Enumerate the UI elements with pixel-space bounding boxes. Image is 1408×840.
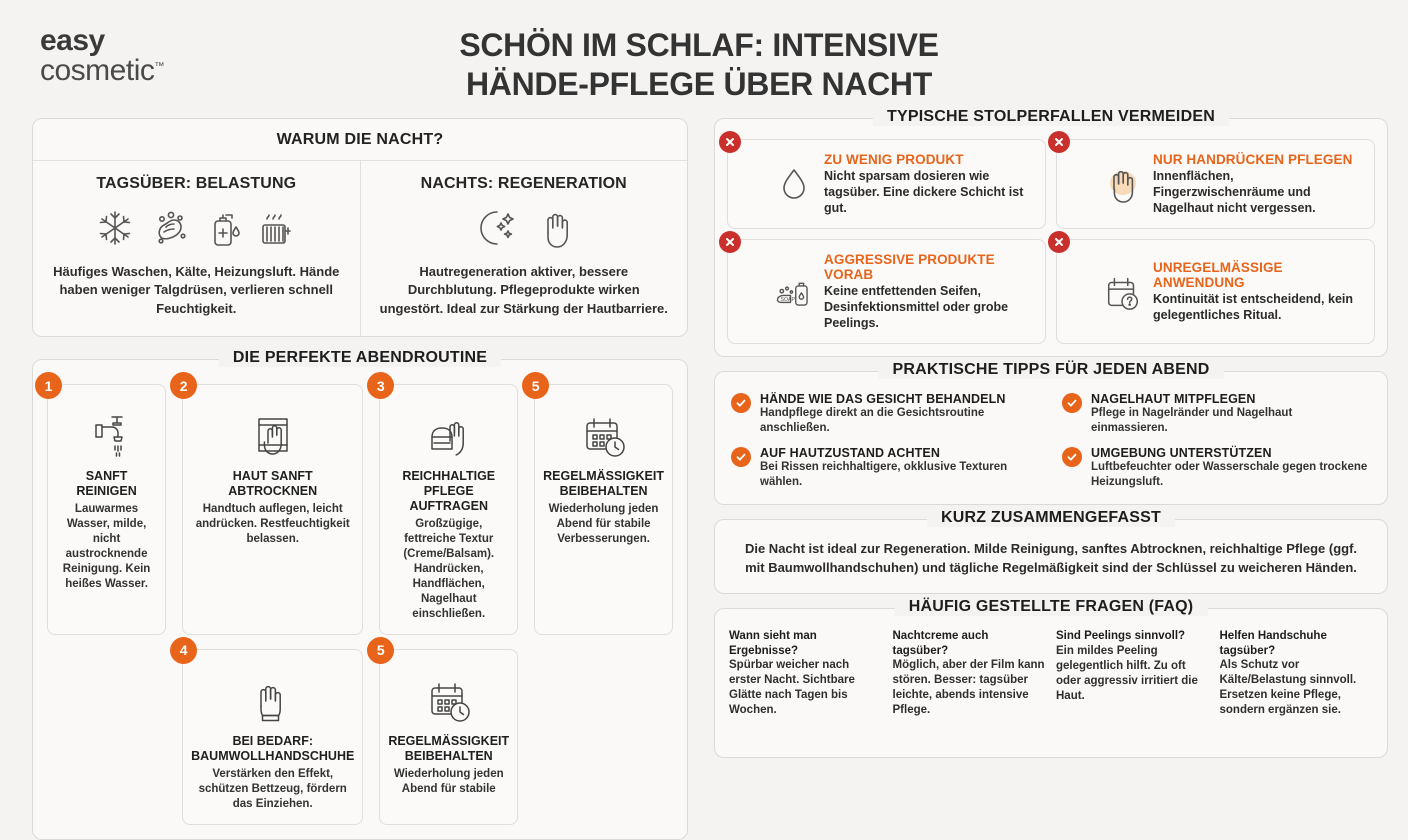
hand-icon — [537, 204, 577, 252]
cream-jar-hand-icon — [388, 407, 509, 463]
tip-body: Luftbefeuchter oder Wasserschale gegen trockene Heizungsluft. — [1091, 460, 1368, 488]
brand-logo-line2 — [40, 56, 164, 86]
panel-routine-title: DIE PERFEKTE ABENDROUTINE — [219, 349, 501, 367]
step-text: Verstärken den Effekt, schützen Bettzeug, fördern das Einziehen. — [198, 767, 347, 810]
panel-why-night — [32, 118, 688, 337]
tip-title: NAGELHAUT MITPFLEGEN — [1091, 392, 1256, 406]
pitfalls-grid — [727, 139, 1375, 344]
panel-pitfalls — [714, 108, 1388, 357]
routine-steps-grid — [44, 377, 673, 824]
step-number-badge: 1 — [35, 372, 62, 399]
pitfall-title: UNREGELMÄSSIGE ANWENDUNG — [1153, 260, 1283, 290]
soap-bottle-icon — [774, 269, 814, 315]
hand-back-icon — [1103, 161, 1143, 207]
pitfall-item-3[interactable] — [727, 239, 1046, 344]
radiator-icon — [255, 205, 299, 251]
routine-step-2[interactable] — [179, 377, 363, 635]
faq-question: Nachtcreme auch tagsüber? — [892, 630, 989, 657]
faq-item-3[interactable] — [1056, 629, 1210, 718]
handwash-icon — [149, 206, 195, 250]
close-icon — [1048, 131, 1070, 153]
step-number-badge: 5 — [367, 637, 394, 664]
close-icon — [1048, 231, 1070, 253]
summary-text: Die Nacht ist ideal zur Regeneration. Milde Reinigung, sanftes Abtrocknen, reichhaltige Pflege (ggf. mit Baumwollhandschuhen) und tägliche Regelmäßigkeit sind der Schlüssel zu weicheren Händen. — [744, 540, 1358, 575]
faq-item-4[interactable] — [1220, 629, 1374, 718]
pitfall-title: NUR HANDRÜCKEN PFLEGEN — [1153, 152, 1353, 167]
pitfall-item-4[interactable] — [1056, 239, 1375, 344]
pitfall-body: Innenflächen, Fingerzwischenräume und Nagelhaut nicht vergessen. — [1153, 169, 1316, 215]
left-column — [32, 118, 688, 810]
step-title: HAUT SANFT ABTROCKNEN — [228, 469, 318, 499]
calendar-question-icon — [1103, 270, 1143, 314]
why-night-day-text: Häufiges Waschen, Kälte, Heizungsluft. Hände haben weniger Talgdrüsen, verlieren schnell Feuchtigkeit. — [53, 264, 340, 316]
towel-hand-icon — [191, 407, 354, 463]
faq-item-1[interactable] — [729, 629, 883, 718]
pitfall-item-1[interactable] — [727, 139, 1046, 229]
soap-dispenser-icon — [207, 205, 243, 251]
routine-step-5a[interactable] — [531, 377, 673, 635]
tip-title: AUF HAUTZUSTAND ACHTEN — [760, 445, 940, 460]
page-header — [0, 0, 1408, 118]
tip-body: Bei Rissen reichhaltigere, okklusive Texturen wählen. — [760, 460, 1008, 488]
why-night-night-icons — [377, 203, 672, 253]
pitfall-body: Nicht sparsam dosieren wie tagsüber. Eine dickere Schicht ist gut. — [824, 169, 1024, 215]
step-number-badge: 4 — [170, 637, 197, 664]
brand-logo-line1: easy — [40, 24, 105, 57]
trademark-symbol: ™ — [154, 61, 164, 72]
page-title — [330, 26, 1068, 104]
tip-item-4[interactable] — [1062, 446, 1371, 490]
faq-answer: Ein mildes Peeling gelegentlich hilft. Zu oft oder aggressiv irritiert die Haut. — [1056, 644, 1198, 702]
pitfall-body: Keine entfettenden Seifen, Desinfektionsmittel oder grobe Peelings. — [824, 284, 1009, 330]
step-text: Handtuch auflegen, leicht andrücken. Restfeuchtigkeit belassen. — [195, 503, 350, 546]
panel-why-night-title: WARUM DIE NACHT? — [33, 119, 687, 161]
why-night-night-half — [360, 161, 688, 336]
step-text: Lauwarmes Wasser, milde, nicht austrocknende Reinigung. Kein heißes Wasser. — [62, 503, 151, 591]
why-night-night-heading: NACHTS: REGENERATION — [420, 175, 627, 192]
tip-title: UMGEBUNG UNTERSTÜTZEN — [1091, 445, 1272, 460]
close-icon — [719, 231, 741, 253]
step-title: SANFT REINIGEN — [76, 469, 137, 499]
why-night-day-half — [33, 161, 360, 336]
routine-step-4[interactable] — [179, 642, 363, 825]
routine-step-1[interactable] — [44, 377, 166, 635]
right-column — [714, 108, 1388, 758]
calendar-clock-icon — [543, 407, 664, 463]
tip-body: Pflege in Nagelränder und Nagelhaut einmassieren. — [1091, 407, 1293, 434]
pitfall-item-2[interactable] — [1056, 139, 1375, 229]
why-night-night-text: Hautregeneration aktiver, bessere Durchblutung. Pflegeprodukte wirken ungestört. Ideal zur Stärkung der Hautbarriere. — [379, 264, 668, 316]
step-text: Wiederholung jeden Abend für stabile Verbesserungen. — [548, 503, 659, 546]
why-night-day-heading: TAGSÜBER: BELASTUNG — [96, 175, 297, 192]
tip-body: Handpflege direkt an die Gesichtsroutine anschließen. — [760, 407, 985, 434]
tip-item-2[interactable] — [1062, 392, 1371, 436]
panel-pitfalls-title: TYPISCHE STOLPERFALLEN VERMEIDEN — [873, 108, 1229, 126]
faq-answer: Möglich, aber der Film kann stören. Besser: tagsüber leichte, abends intensive Pflege. — [892, 659, 1045, 716]
panel-tips-title: PRAKTISCHE TIPPS FÜR JEDEN ABEND — [879, 361, 1224, 379]
snowflake-icon — [93, 206, 137, 250]
routine-grid-spacer — [47, 649, 166, 825]
cotton-glove-icon — [191, 672, 354, 728]
svg-text:SOAP: SOAP — [780, 296, 795, 303]
pitfall-title: ZU WENIG PRODUKT — [824, 152, 964, 167]
calendar-clock-icon — [388, 672, 509, 728]
routine-step-3[interactable] — [376, 377, 518, 635]
pitfall-title: AGGRESSIVE PRODUKTE VORAB — [824, 252, 995, 282]
panel-summary — [714, 508, 1388, 595]
check-icon — [1062, 447, 1082, 467]
faucet-icon — [56, 407, 157, 463]
panel-faq-title: HÄUFIG GESTELLTE FRAGEN (FAQ) — [895, 598, 1208, 616]
page-title-line2: HÄNDE-PFLEGE ÜBER NACHT — [466, 66, 932, 103]
tip-title: HÄNDE WIE DAS GESICHT BEHANDELN — [760, 392, 1006, 406]
why-night-day-icons — [49, 203, 344, 253]
faq-question: Helfen Handschuhe tagsüber? — [1219, 630, 1327, 657]
step-number-badge: 5 — [522, 372, 549, 399]
panel-tips — [714, 361, 1388, 505]
step-number-badge: 2 — [170, 372, 197, 399]
routine-step-5b[interactable] — [376, 642, 518, 825]
moon-stars-icon — [471, 204, 525, 252]
tip-item-1[interactable] — [731, 392, 1040, 436]
page-title-line1: SCHÖN IM SCHLAF: INTENSIVE — [459, 27, 939, 63]
step-text: Großzügige, fettreiche Textur (Creme/Balsam). Handrücken, Handflächen, Nagelhaut einschließen. — [403, 518, 495, 620]
brand-logo[interactable] — [40, 26, 164, 86]
step-title: REGELMÄSSIGKEIT BEIBEHALTEN — [543, 469, 664, 499]
brand-logo-word: cosmetic — [40, 54, 155, 87]
check-icon — [1062, 393, 1082, 413]
faq-question: Sind Peelings sinnvoll? — [1056, 630, 1186, 643]
droplet-icon — [774, 162, 814, 206]
faq-item-2[interactable] — [893, 629, 1047, 718]
step-title: BEI BEDARF: BAUMWOLLHANDSCHUHE — [191, 733, 355, 763]
panel-summary-title: KURZ ZUSAMMENGEFASST — [927, 509, 1175, 527]
faq-question: Wann sieht man Ergebnisse? — [729, 630, 817, 657]
faq-answer: Spürbar weicher nach erster Nacht. Sichtbare Glätte nach Tagen bis Wochen. — [729, 659, 855, 716]
step-title: REGELMÄSSIGKEIT BEIBEHALTEN — [388, 733, 510, 763]
step-text: Wiederholung jeden Abend für stabile — [393, 767, 504, 795]
close-icon — [719, 131, 741, 153]
step-title: REICHHALTIGE PFLEGE AUFTRAGEN — [402, 469, 496, 514]
faq-grid — [729, 629, 1373, 718]
faq-answer: Als Schutz vor Kälte/Belastung sinnvoll. Ersetzen keine Pflege, sondern ergänzen sie. — [1219, 659, 1357, 716]
check-icon — [731, 447, 751, 467]
tips-grid — [731, 392, 1371, 490]
tip-item-3[interactable] — [731, 446, 1040, 490]
check-icon — [731, 393, 751, 413]
step-number-badge: 3 — [367, 372, 394, 399]
panel-faq — [714, 598, 1388, 758]
pitfall-body: Kontinuität ist entscheidend, kein gelegentliches Ritual. — [1153, 292, 1354, 322]
content-columns — [0, 108, 1408, 810]
